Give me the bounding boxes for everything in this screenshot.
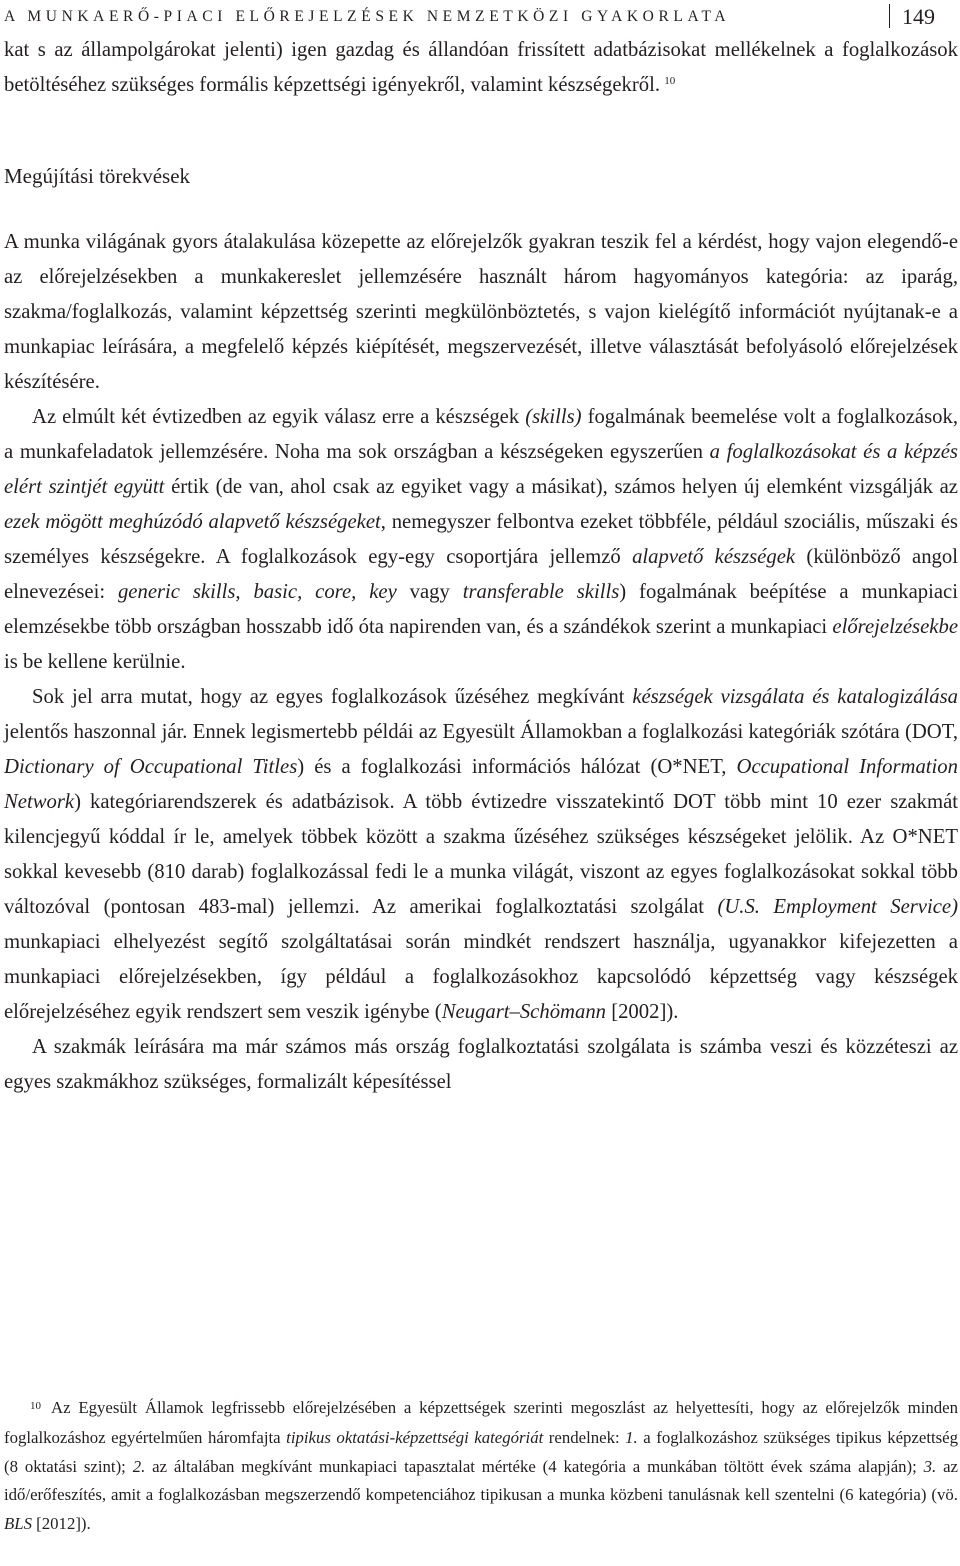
footnote-reference: 10	[664, 75, 676, 87]
footnote-text: az általában megkívánt munkapiaci tapasztalat mértéke (4 kategória a munkában töltött évek száma alapján);	[145, 1456, 924, 1476]
p3-text: munkapiaci elhelyezést segítő szolgáltatásai során mindkét rendszert használja, ugyanakkor kifejezetten a munkapiaci előrejelzésekben, így például a foglalkozásokhoz kapcsolódó képzettség vagy készségek előrejelzéséhez egyik rendszert sem veszik igénybe (	[4, 931, 958, 1023]
p2-text: (különböző angol elnevezései:	[4, 546, 958, 603]
p2-italic: transferable skills	[462, 581, 620, 603]
p2-text: értik (de van, ahol csak az egyiket vagy a másikat), számos helyen új elemként vizsgálják az	[164, 476, 958, 498]
paragraph-1: A munka világának gyors átalakulása közepette az előrejelzők gyakran teszik fel a kérdést, hogy vajon elegendő-e az előrejelzésekben a munkakereslet jellemzésére használt három hagyományos kategória: az iparág, szakma/foglalkozás, valamint képzettség szerinti megkülönböztetés, s vajon kielégítő információt nyújtanak-e a munkapiac leírására, a megfelelő képzés kiépítését, megszervezését, illetve választását befolyásoló előrejelzések készítésére.	[4, 231, 958, 393]
p3-text: ) kategóriarendszerek és adatbázisok. A több évtizedre visszatekintő DOT több mint 10 ezer szakmát kilencjegyű kóddal ír le, amelyek többek között a szakma űzéséhez szükséges készségeket jelölik. Az O*NET sokkal kevesebb (810 darab) foglalkozással fedi le a munka világát, viszont az egyes foglalkozásokat sokkal több változóval (pontosan 483-mal) jellemzi. Az amerikai foglalkoztatási szolgálat	[4, 791, 958, 918]
footnote-italic: tipikus oktatási-képzettségi kategóriát	[286, 1428, 544, 1448]
p3-italic: Neugart–Schömann	[441, 1001, 607, 1023]
p2-text: ) fogalmának beépítése a munkapiaci elemzésekbe több országban hosszabb idő óta napirenden van, és a szándékok szerint a munkapiaci	[4, 581, 958, 638]
section-heading: Megújítási törekvések	[4, 164, 191, 188]
p2-italic: a foglalkozásokat és a képzés elért szintjét együtt	[4, 441, 958, 498]
footnote-text: rendelnek:	[543, 1428, 626, 1448]
footnote-italic: 3.	[923, 1456, 937, 1476]
header-divider	[889, 4, 890, 28]
body-text	[4, 33, 958, 1100]
p2-italic: alapvető készségek	[632, 546, 796, 568]
paragraph-3	[4, 680, 958, 1030]
p3-italic: Dictionary of Occupational Titles	[4, 756, 298, 778]
page-header	[4, 4, 956, 30]
running-head: A MUNKAERŐ-PIACI ELŐREJELZÉSEK NEMZETKÖZI GYAKORLATA	[4, 8, 731, 25]
p3-text: ) és a foglalkozási információs hálózat (O*NET,	[297, 756, 737, 778]
footnote-italic: 2.	[132, 1456, 146, 1476]
p2-italic: (skills)	[525, 406, 582, 428]
continuation-text: kat s az állampolgárokat jelenti) igen gazdag és állandóan frissített adatbázisokat mellékelnek a foglalkozások betöltéséhez szükséges formális képzettségi igényekről, valamint készségekről.	[4, 39, 958, 96]
footnote-text: Az Egyesült Államok legfrissebb előrejelzésében a képzettségek szerinti megoszlást az helyettesíti, hogy az előrejelzők minden foglalkozáshoz egyértelműen háromfajta	[4, 1398, 958, 1448]
footnote-10	[4, 1394, 958, 1538]
p2-text: Az elmúlt két évtizedben az egyik válasz erre a készségek	[32, 406, 526, 428]
p2-italic: ezek mögött meghúzódó alapvető készségeket	[4, 511, 381, 533]
p3-italic: Occupational Information Network	[4, 756, 958, 813]
p3-text: jelentős haszonnal jár. Ennek legismertebb példái az Egyesült Államokban a foglalkozási kategóriák szótára (DOT,	[4, 721, 958, 743]
p2-italic: előrejelzésekbe	[832, 616, 958, 638]
footnote-italic: BLS	[4, 1513, 32, 1533]
footnotes	[4, 1394, 958, 1538]
page-number: 149	[902, 4, 935, 29]
footnote-text: [2012]).	[31, 1513, 91, 1533]
p2-text: fogalmának beemelése volt a foglalkozások, a munkafeladatok jellemzésére. Noha ma sok országban a készségeken egyszerűen	[4, 406, 959, 463]
p2-italic: generic skills, basic, core, key	[117, 581, 397, 603]
p2-text: vagy	[396, 581, 463, 603]
footnote-text: az idő/erőfeszítés, amit a foglalkozásban megszerzendő kompetenciához tipikusan a munka közbeni tanulásnak kell szentelni (6 kategória) (vö.	[4, 1456, 958, 1505]
p2-text: is be kellene kerülnie.	[4, 651, 186, 673]
footnote-italic: 1.	[625, 1428, 638, 1448]
p3-text: [2002]).	[606, 1001, 679, 1023]
footnote-text: a foglalkozáshoz szükséges tipikus képzettség (8 oktatási szint);	[4, 1428, 959, 1476]
paragraph-2	[4, 400, 958, 680]
p3-italic: készségek vizsgálata és katalogizálása	[632, 686, 958, 708]
p3-italic: (U.S. Employment Service)	[717, 896, 958, 918]
paragraph-4: A szakmák leírására ma már számos más ország foglalkoztatási szolgálata is számba veszi és közzéteszi az egyes szakmákhoz szükséges, formalizált képesítéssel	[4, 1036, 958, 1093]
p2-text: , nemegyszer felbontva ezeket többféle, például szociális, műszaki és személyes készségekre. A foglalkozások egy-egy csoportjára jellemző	[4, 511, 958, 568]
footnote-number: 10	[30, 1400, 41, 1412]
p3-text: Sok jel arra mutat, hogy az egyes foglalkozások űzéséhez megkívánt	[32, 686, 633, 708]
continuation-paragraph	[4, 33, 958, 103]
